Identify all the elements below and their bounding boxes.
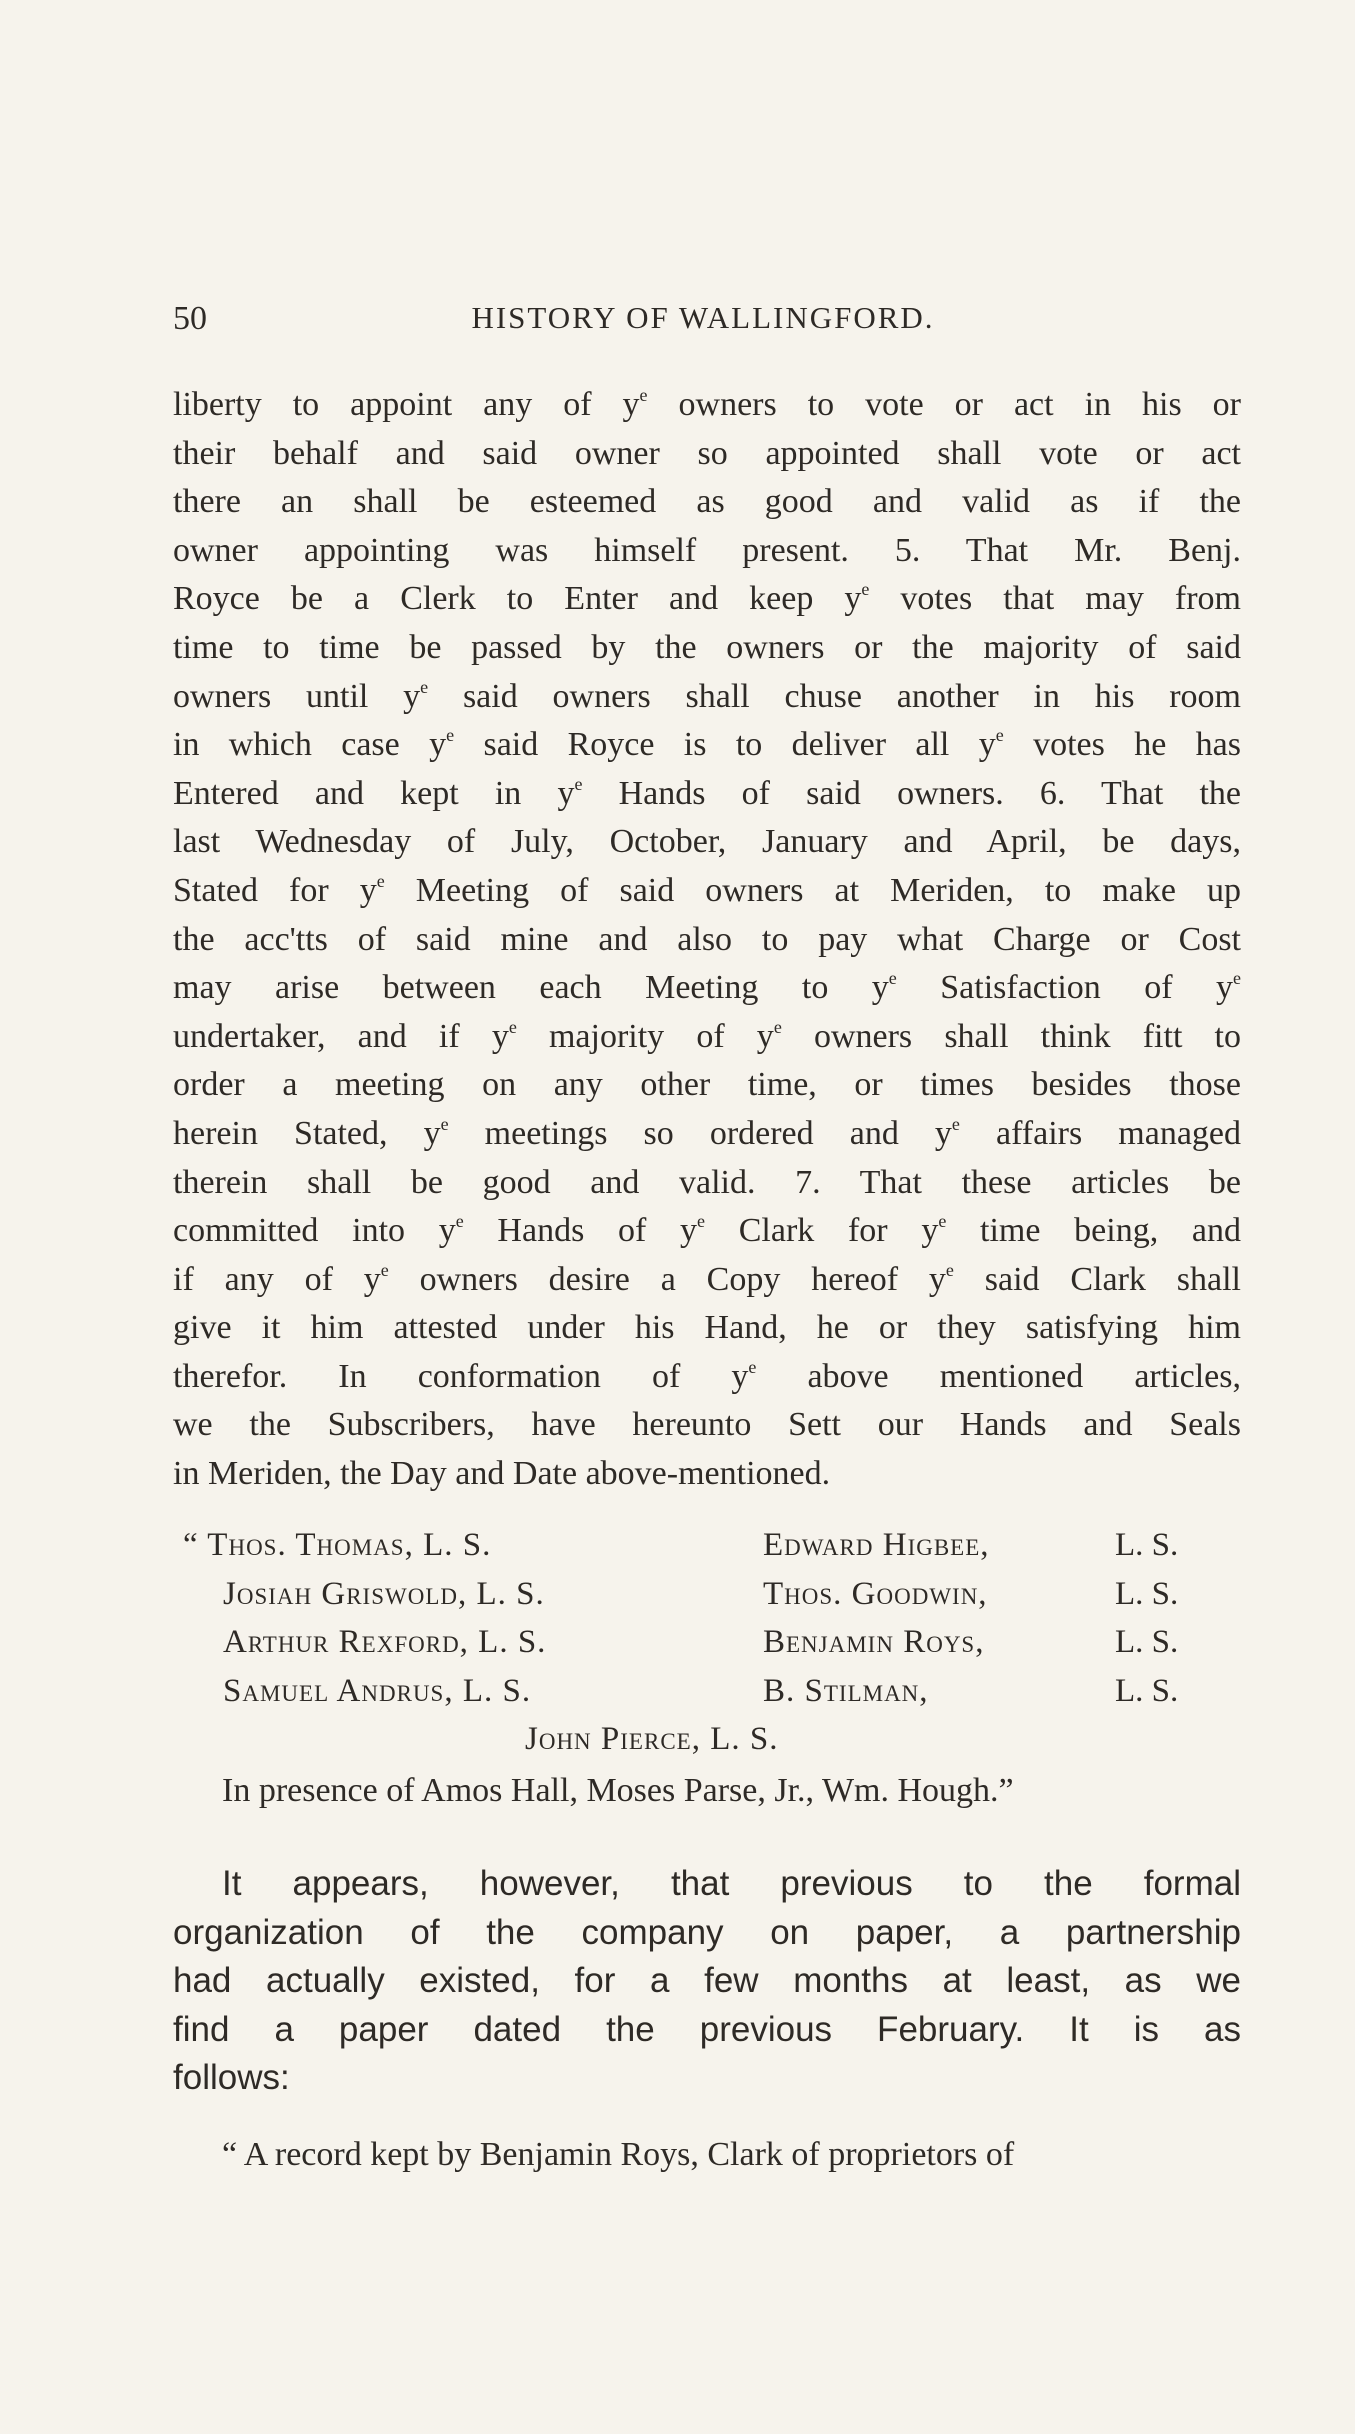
text-line: owners until $y^e$ said owners shall chuse another in his room [173, 676, 1241, 715]
page-number: 50 [173, 300, 207, 337]
page-header [173, 300, 1233, 350]
signature-right: B. Stilman, [763, 1672, 929, 1709]
text-line: follows: [173, 2058, 290, 2098]
signature-left: Josiah Griswold, L. S. [223, 1575, 545, 1612]
text-line: may arise between each Meeting to $y^e$ Satisfaction of $y^e$ [173, 968, 1242, 1007]
presence-line: In presence of Amos Hall, Moses Parse, Jr., Wm. Hough.” [222, 1772, 1014, 1809]
signature-row-center [173, 1721, 1241, 1770]
signature-row [173, 1673, 1241, 1722]
record-line [222, 2136, 1241, 2185]
text-line: Entered and kept in $y^e$ Hands of said owners. 6. That the [173, 773, 1241, 812]
signature-right: Thos. Goodwin, [763, 1575, 988, 1612]
text-line: give it him attested under his Hand, he or they satisfying him [173, 1309, 1241, 1347]
text-line: liberty to appoint any of $y^e$ owners to vote or act in his or [173, 385, 1241, 423]
text-line: in which case $y^e$ said Royce is to deliver all $y^e$ votes he has [173, 725, 1241, 764]
seal-mark: L. S. [1115, 1624, 1179, 1661]
text-line: time to time be passed by the owners or the majority of said [173, 628, 1241, 666]
text-line: It appears, however, that previous to the formal [222, 1864, 1241, 1903]
text-line: herein Stated, $y^e$ meetings so ordered and $y^e$ affairs managed [173, 1113, 1241, 1152]
text-line: therein shall be good and valid. 7. That these articles be [173, 1163, 1241, 1201]
signature-right: Edward Higbee, [763, 1527, 990, 1563]
text-line: if any of $y^e$ owners desire a Copy hereof $y^e$ said Clark shall [173, 1259, 1241, 1298]
signature-left: “ Thos. Thomas, L. S. [183, 1527, 492, 1563]
signature-row [173, 1527, 1241, 1576]
text-line: therefor. In conformation of $y^e$ above mentioned articles, [173, 1356, 1241, 1395]
text-line: the acc'tts of said mine and also to pay what Charge or Cost [173, 920, 1241, 958]
text-line: last Wednesday of July, October, January and April, be days, [173, 823, 1241, 861]
signature-row [173, 1576, 1241, 1625]
text-line: find a paper dated the previous February. It is as [173, 2009, 1241, 2049]
signature-row [173, 1624, 1241, 1673]
signature-left: Arthur Rexford, L. S. [223, 1624, 547, 1661]
narrative-paragraph [173, 1860, 1241, 2103]
text-line: “ A record kept by Benjamin Roys, Clark of proprietors of [222, 2136, 1015, 2173]
text-line: we the Subscribers, have hereunto Sett our Hands and Seals [173, 1406, 1241, 1444]
text-line: organization of the company on paper, a partnership [173, 1912, 1241, 1952]
signature-right: Benjamin Roys, [763, 1624, 985, 1661]
text-line: in Meriden, the Day and Date above-mentioned. [173, 1455, 831, 1493]
text-line: undertaker, and if $y^e$ majority of $y^e$ owners shall think fitt to [173, 1016, 1241, 1055]
text-line: their behalf and said owner so appointed shall vote or act [173, 434, 1241, 472]
text-line: order a meeting on any other time, or times besides those [173, 1066, 1241, 1104]
text-line: had actually existed, for a few months at least, as we [173, 1961, 1241, 2001]
signature-center: John Pierce, L. S. [525, 1721, 779, 1758]
seal-mark: L. S. [1115, 1672, 1179, 1709]
text-line: Royce be a Clerk to Enter and keep $y^e$ votes that may from [173, 579, 1241, 618]
seal-mark: L. S. [1115, 1527, 1179, 1563]
signatures-block [173, 1527, 1241, 1770]
signature-left: Samuel Andrus, L. S. [223, 1672, 532, 1709]
running-title: HISTORY OF WALLINGFORD. [471, 300, 935, 335]
quoted-articles-paragraph [173, 381, 1241, 1499]
text-line: there an shall be esteemed as good and valid as if the [173, 483, 1241, 521]
text-line: committed into $y^e$ Hands of $y^e$ Clark for $y^e$ time being, and [173, 1211, 1241, 1250]
text-line: owner appointing was himself present. 5. That Mr. Benj. [173, 531, 1241, 569]
seal-mark: L. S. [1115, 1575, 1179, 1612]
text-line: Stated for $y^e$ Meeting of said owners at Meriden, to make up [173, 870, 1241, 909]
